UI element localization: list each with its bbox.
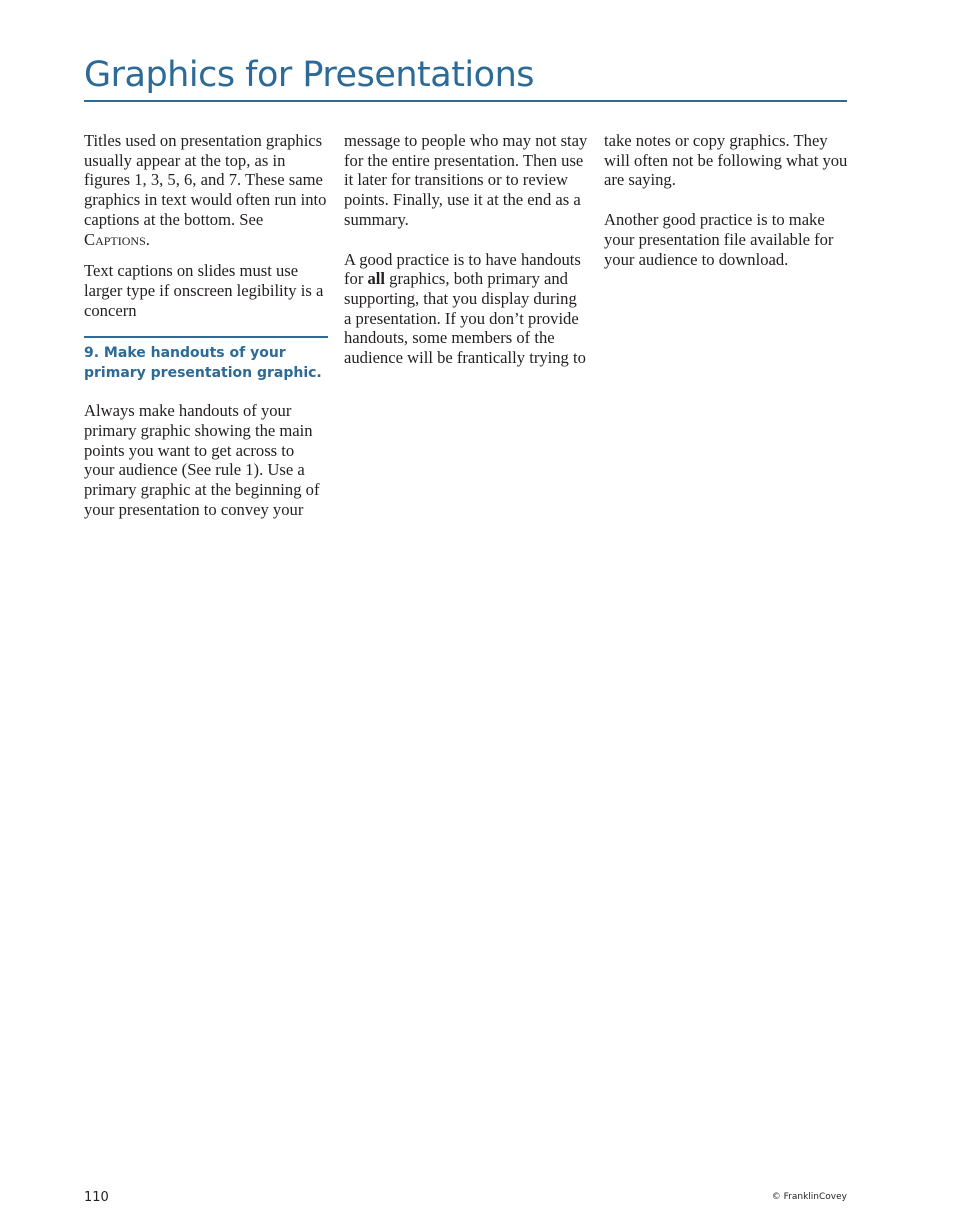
title-rule	[84, 100, 847, 102]
copyright-notice: © FranklinCovey	[771, 1192, 847, 1202]
paragraph-good-practice-start: A good practice is to have handouts for	[344, 249, 581, 289]
column-2	[344, 131, 588, 368]
paragraph-text-captions: Text captions on slides must use larger type if onscreen legibility is a concern	[84, 261, 324, 320]
rule-9-heading-block	[84, 336, 328, 383]
paragraph-take-notes: take notes or copy graphics. They will often not be following what you are saying.	[604, 131, 848, 190]
paragraph-good-practice-end: graphics, both primary and supporting, that you display during a presentation. If you don’t provide handouts, some members of the audience will be frantically trying to	[344, 269, 586, 368]
column-3	[604, 131, 848, 269]
paragraph-titles-end: .	[145, 229, 150, 249]
paragraph-message-continued: message to people who may not stay for the entire presentation. Then use it later for transitions or to review points. Finally, use it at the end as a summary.	[344, 131, 588, 229]
paragraph-presentation-file: Another good practice is to make your presentation file available for your audience to download.	[604, 210, 834, 269]
page-number: 110	[84, 1190, 109, 1205]
captions-cross-reference: Captions	[84, 229, 146, 249]
emphasis-all: all	[367, 269, 386, 289]
rule-9-heading: 9. Make handouts of your primary presentation graphic.	[84, 345, 322, 382]
page-title: Graphics for Presentations	[84, 55, 534, 95]
paragraph-titles-text: Titles used on presentation graphics usually appear at the top, as in figures 1, 3, 5, 6, and 7. These same graphics in text would often run into captions at the bottom. See	[84, 131, 327, 229]
column-1	[84, 131, 328, 520]
paragraph-always-make-handouts: Always make handouts of your primary graphic showing the main points you want to get across to your audience (See rule 1). Use a primary graphic at the beginning of your presentation to convey your	[84, 401, 320, 519]
paragraph-good-practice-handouts	[344, 250, 588, 368]
paragraph-titles	[84, 131, 328, 249]
